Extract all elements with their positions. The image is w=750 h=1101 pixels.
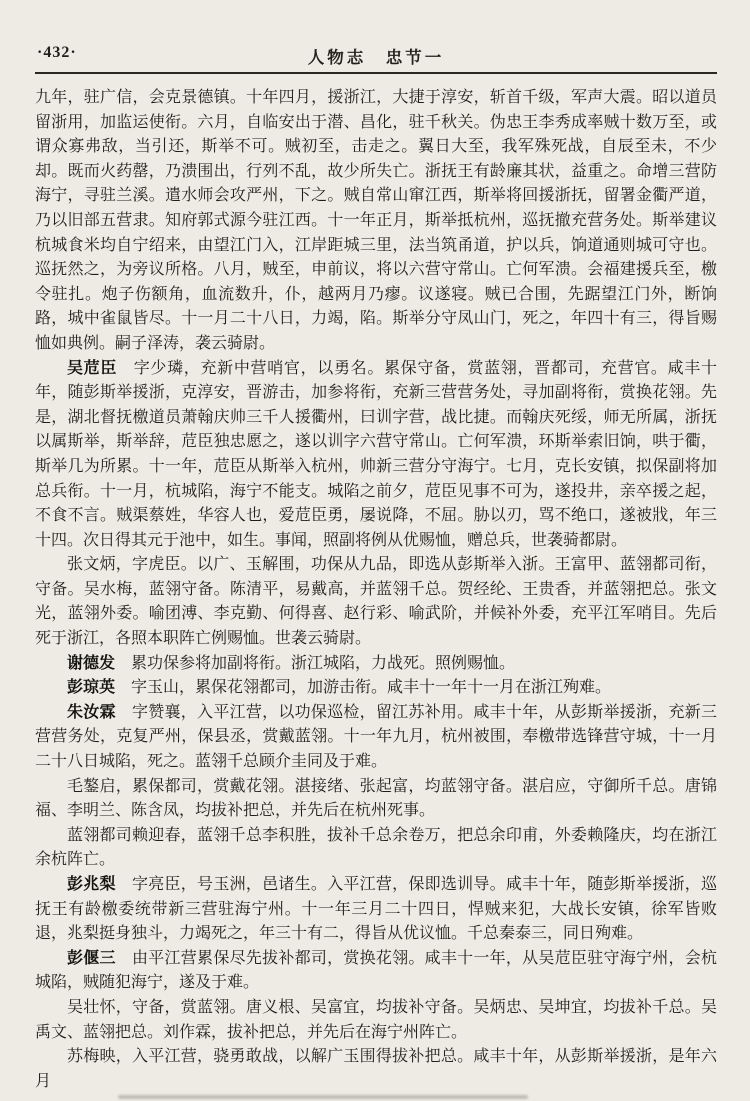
person-name: 朱汝霖 bbox=[67, 703, 116, 721]
paragraph: 朱汝霖 字赞襄，入平江营，以功保巡检，留江苏补用。咸丰十年，从彭斯举援浙，充新三营营务处，克复严州，保县丞，赏戴蓝翎。十一年九月，杭州被围，奉檄带选锋营守城，十一月二十八日城陷，死之。蓝翎千总顾介圭同及于难。 bbox=[35, 703, 717, 771]
paragraph: 蓝翎都司赖迎春，蓝翎千总李积胜，拔补千总余卷万，把总余印甫，外委赖隆庆，均在浙江余杭阵亡。 bbox=[35, 826, 717, 869]
page-title: 人物志 忠节一 bbox=[307, 48, 445, 67]
text-body bbox=[35, 86, 717, 1094]
person-name: 彭琼英 bbox=[67, 679, 116, 697]
paragraph: 彭兆梨 字亮臣，号玉洲，邑诸生。入平江营，保即选训导。咸丰十年，随彭斯举援浙，巡抚王有龄檄委统带新三营驻海宁州。十一年三月二十四日，悍贼来犯，大战长安镇，徐军皆败退，兆梨挺身独斗，力竭死之，年三十有二，得旨从优议恤。千总秦泰三，同日殉难。 bbox=[35, 876, 717, 943]
paragraph: 彭琼英 字玉山，累保花翎都司，加游击衔。咸丰十一年十一月在浙江殉难。 bbox=[67, 679, 612, 697]
paragraph: 张文炳，字虎臣。以广、玉解围，功保从九品，即选从彭斯举入浙。王富甲、蓝翎都司衔，守备。吴水梅，蓝翎守备。陈清平，易戴高，并蓝翎千总。贺经纶、王贵香，并蓝翎把总。张文光，蓝翎外委。喻团溥、李克勤、何得喜、赵行彩、喻武阶，并候补外委，充平江军哨目。先后死于浙江，各照本职阵亡例赐恤。世袭云骑尉。 bbox=[35, 556, 717, 648]
person-name: 吴苊臣 bbox=[67, 359, 118, 377]
header-rule bbox=[35, 72, 717, 74]
scan-artifact bbox=[118, 1095, 528, 1099]
page-header bbox=[35, 44, 717, 66]
person-name: 谢德发 bbox=[67, 654, 116, 672]
paragraph: 苏梅映，入平江营，骁勇敢战，以解广玉围得拔补把总。咸丰十年，从彭斯举援浙，是年六月 bbox=[35, 1048, 717, 1090]
paragraph: 吴壮怀，守备，赏蓝翎。唐义根、吴富宜，均拔补守备。吴炳忠、吴坤宜，均拔补千总。吴禹文、蓝翎把总。刘作霖，拔补把总，并先后在海宁州阵亡。 bbox=[35, 998, 717, 1041]
paragraph: 谢德发 累功保参将加副将衔。浙江城陷，力战死。照例赐恤。 bbox=[67, 654, 516, 672]
paragraph: 彭偃三 由平江营累保尽先拔补都司，赏换花翎。咸丰十一年，从吴苊臣驻守海宁州，会杭城陷，贼随犯海宁，遂及于难。 bbox=[35, 949, 717, 992]
page-number: ·432· bbox=[37, 44, 77, 61]
person-name: 彭兆梨 bbox=[67, 876, 116, 893]
paragraph: 九年，驻广信，会克景德镇。十年四月，援浙江，大捷于淳安，斩首千级，军声大震。昭以道员留浙用，加监运使衔。六月，自临安出于潜、昌化，驻千秋关。伪忠王李秀成率贼十数万至，或谓众寡弗敌，当引还，斯举不可。贼初至，击走之。翼日大至，我军殊死战，自辰至未，不少却。既而火药罄，乃溃围出，行列不乱，故少所失亡。浙抚王有龄廉其状，益重之。命增三营防海宁，寻驻兰溪。遣水师会攻严州，下之。贼自常山窜江西，斯举将回援浙抚，留署金衢严道，乃以旧部五营隶。知府郭式源今驻江西。十一年正月，斯举抵杭州，巡抚撤充营务处。斯举建议杭城食米均自宁绍来，由望江门入，江岸距城三里，法当筑甬道，护以兵，饷道通则城可守也。巡抚然之，为旁议所格。八月，贼至，申前议，将以六营守常山。亡何军溃。会福建援兵至，檄令驻扎。炮子伤额角，血流数升，仆，越两月乃瘳。议遂寝。贼已合围，先踞望江门外，断饷路，城中雀鼠皆尽。十一月二十八日，力竭，陷。斯举分守凤山门，死之，年四十有三，得旨赐恤如典例。嗣子泽涛，袭云骑尉。 bbox=[35, 89, 717, 352]
person-name: 彭偃三 bbox=[67, 949, 116, 967]
paragraph: 毛鏊启，累保都司，赏戴花翎。湛接绪、张起富，均蓝翎守备。湛启应，守御所千总。唐锦福、李明兰、陈含凤，均拔补把总，并先后在杭州死事。 bbox=[35, 777, 717, 820]
paragraph: 吴苊臣 字少璘，充新中营哨官，以勇名。累保守备，赏蓝翎，晋都司，充营官。咸丰十年，随彭斯举援浙，克淳安，晋游击，加参将衔，充新三营营务处，寻加副将衔，赏换花翎。先是，湖北督抚檄道员萧翰庆帅三千人援衢州，曰训字营，战比捷。而翰庆死绥，师无所属，浙抚以属斯举，斯举辞，苊臣独忠愿之，遂以训字六营守常山。亡何军溃，环斯举索旧饷，哄于衢，斯举几为所累。十一年，苊臣从斯举入杭州，帅新三营分守海宁。七月，克长安镇，拟保副将加总兵衔。十一月，杭城陷，海宁不能支。城陷之前夕，苊臣见事不可为，遂投井，亲卒援之起，不食不言。贼渠蔡姓，华容人也，爱苊臣勇，屡说降，不屈。胁以刃，骂不绝口，遂被戕，年三十四。次日得其元于池中，如生。事闻，照副将例从优赐恤，赠总兵，世袭骑都尉。 bbox=[35, 359, 717, 549]
